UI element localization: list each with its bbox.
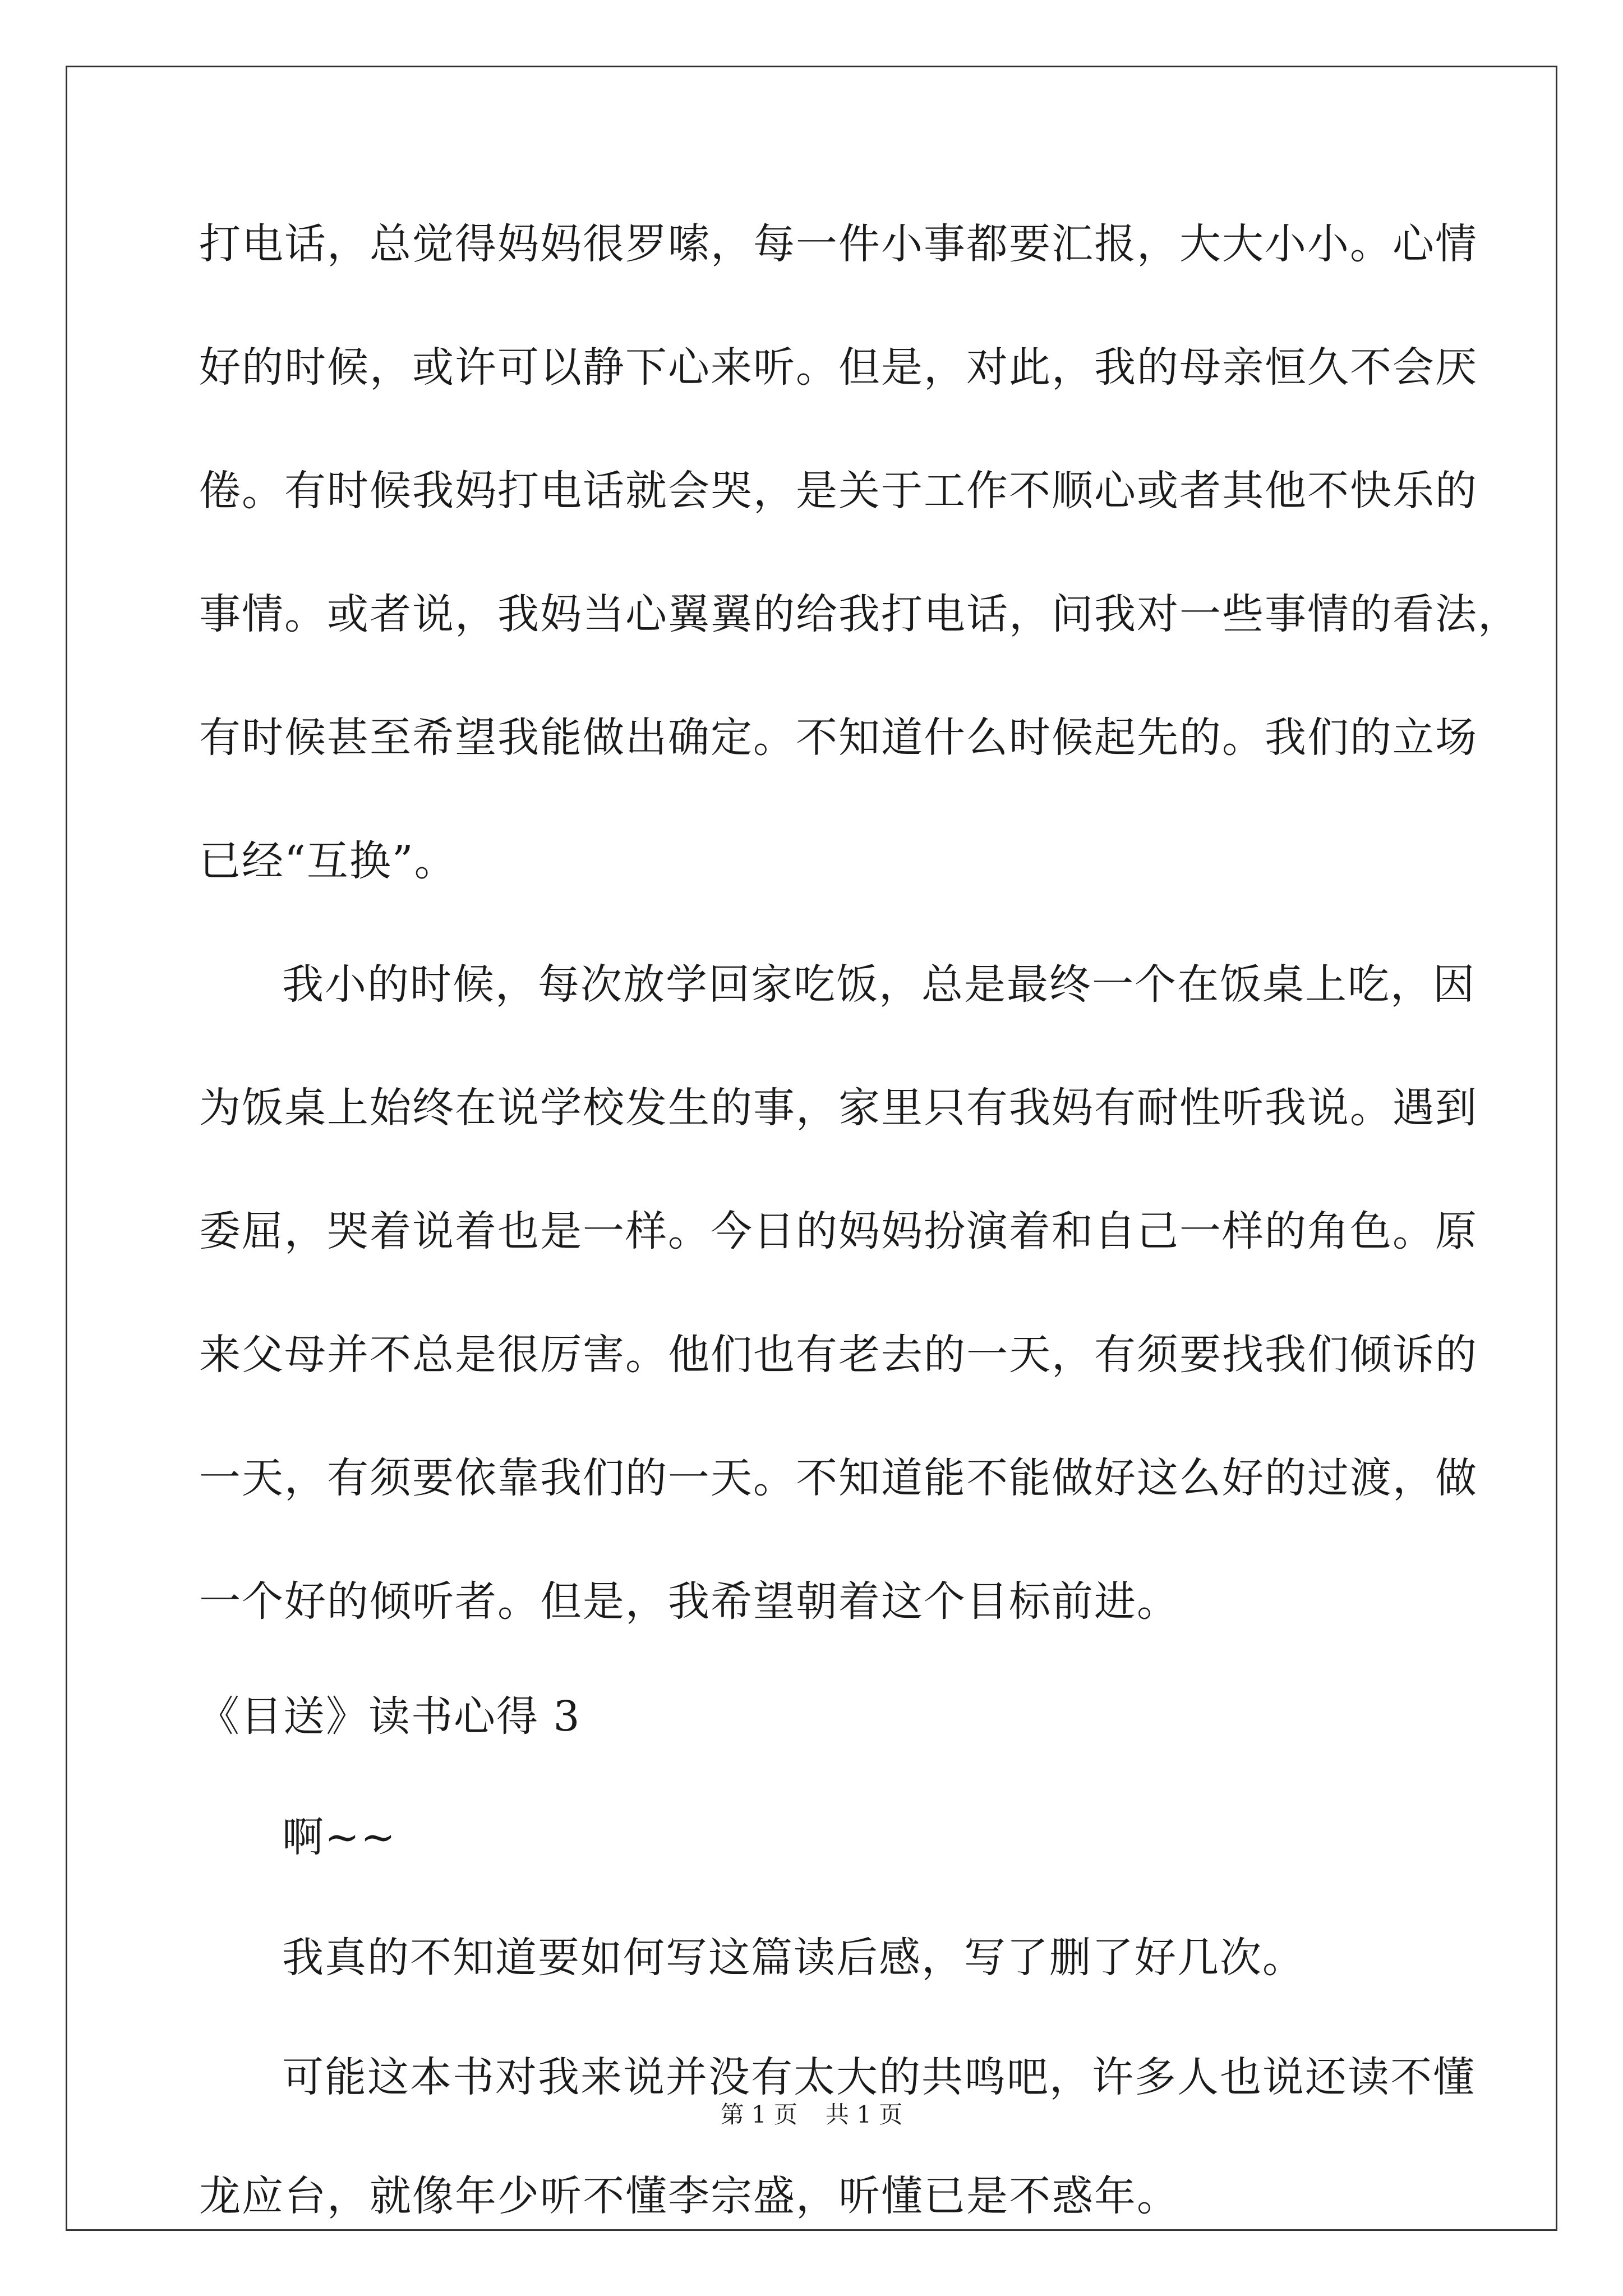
page-total: 共 1 页: [826, 2101, 903, 2128]
text-line: 啊~~: [282, 1813, 397, 1861]
text-line: 有时候甚至希望我能做出确定。不知道什么时候起先的。我们的立场: [199, 714, 1478, 762]
page-number: 第 1 页: [720, 2101, 797, 2128]
text-line: 可能这本书对我来说并没有太大的共鸣吧，许多人也说还读不懂: [282, 2053, 1476, 2101]
text-line: 委屈，哭着说着也是一样。今日的妈妈扮演着和自己一样的角色。原: [199, 1207, 1478, 1255]
page-footer: [0, 2098, 1623, 2132]
text-line: 我真的不知道要如何写这篇读后感，写了删了好几次。: [282, 1934, 1305, 1982]
text-line: 龙应台，就像年少听不懂李宗盛，听懂已是不惑年。: [199, 2172, 1179, 2220]
text-line: 一天，有须要依靠我们的一天。不知道能不能做好这么好的过渡，做: [199, 1454, 1478, 1502]
text-line: 已经“互换”。: [199, 837, 457, 885]
text-line: 事情。或者说，我妈当心翼翼的给我打电话，问我对一些事情的看法，: [199, 590, 1520, 638]
text-line: 我小的时候，每次放学回家吃饭，总是最终一个在饭桌上吃，因: [282, 960, 1476, 1009]
text-line: 一个好的倾听者。但是，我希望朝着这个目标前进。: [199, 1577, 1179, 1626]
text-line: 好的时候，或许可以静下心来听。但是，对此，我的母亲恒久不会厌: [199, 343, 1478, 392]
text-line: 倦。有时候我妈打电话就会哭，是关于工作不顺心或者其他不快乐的: [199, 467, 1478, 515]
text-line: 打电话，总觉得妈妈很罗嗦，每一件小事都要汇报，大大小小。心情: [199, 220, 1478, 268]
text-line: 为饭桌上始终在说学校发生的事，家里只有我妈有耐性听我说。遇到: [199, 1084, 1478, 1132]
text-line: 来父母并不总是很厉害。他们也有老去的一天，有须要找我们倾诉的: [199, 1331, 1478, 1379]
section-heading: 《目送》读书心得 3: [198, 1692, 581, 1741]
